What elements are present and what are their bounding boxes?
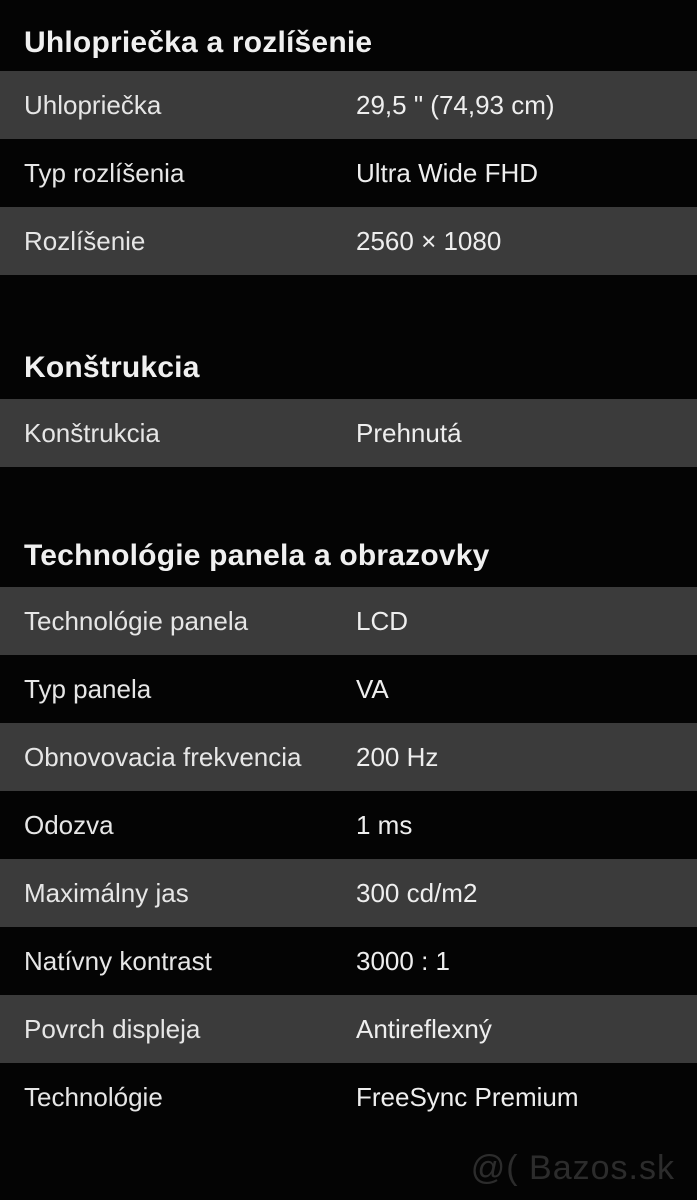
table-row — [0, 399, 697, 467]
spec-label: Natívny kontrast — [24, 945, 212, 976]
bazos-watermark: @( Bazos.sk — [470, 1149, 675, 1187]
table-row — [0, 71, 697, 139]
spec-value: FreeSync Premium — [356, 1081, 579, 1112]
spec-value: Antireflexný — [356, 1013, 492, 1044]
spec-value: LCD — [356, 605, 409, 636]
table-row — [0, 791, 697, 859]
section-title-panel-technologies: Technológie panela a obrazovky — [24, 539, 490, 572]
table-row — [0, 587, 697, 655]
spec-value: 3000 : 1 — [356, 945, 450, 976]
spec-value: 200 Hz — [356, 741, 439, 772]
spec-label: Maximálny jas — [24, 877, 189, 908]
table-row — [0, 927, 697, 995]
spec-value: Prehnutá — [356, 417, 462, 448]
spec-label: Technológie panela — [24, 605, 249, 636]
spec-value: 1 ms — [356, 809, 413, 840]
section-title-construction: Konštrukcia — [24, 351, 200, 384]
spec-value: Ultra Wide FHD — [356, 157, 539, 188]
spec-label: Typ rozlíšenia — [24, 157, 185, 188]
table-row — [0, 1063, 697, 1131]
section-gap — [0, 275, 697, 337]
table-row — [0, 995, 697, 1063]
spec-label: Odozva — [24, 809, 114, 840]
table-row — [0, 139, 697, 207]
spec-label: Typ panela — [24, 673, 152, 704]
section-gap — [0, 467, 697, 525]
spec-label: Technológie — [24, 1081, 163, 1112]
spec-label: Konštrukcia — [24, 417, 160, 448]
spec-label: Povrch displeja — [24, 1013, 201, 1044]
spec-value: 300 cd/m2 — [356, 877, 478, 908]
spec-value: 29,5 " (74,93 cm) — [356, 89, 555, 120]
table-row — [0, 723, 697, 791]
table-row — [0, 207, 697, 275]
spec-label: Uhlopriečka — [24, 89, 162, 120]
spec-label: Rozlíšenie — [24, 225, 146, 256]
section-title-diagonal-resolution: Uhlopriečka a rozlíšenie — [24, 25, 373, 59]
spec-value: VA — [356, 673, 389, 704]
spec-label: Obnovovacia frekvencia — [24, 741, 302, 772]
spec-value: 2560 × 1080 — [356, 225, 502, 256]
table-row — [0, 655, 697, 723]
table-row — [0, 859, 697, 927]
